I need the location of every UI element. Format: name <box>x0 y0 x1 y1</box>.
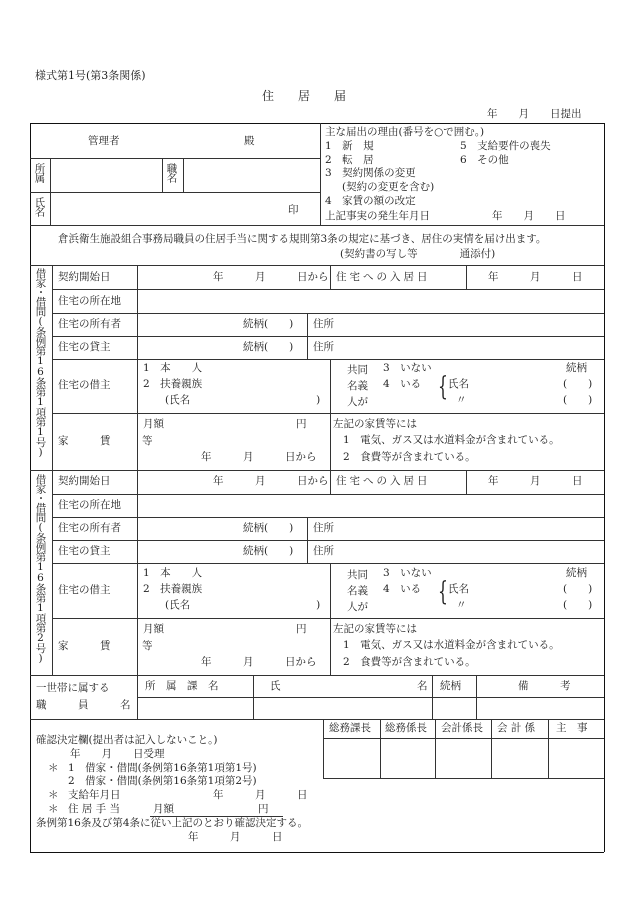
decision-text: 条例第16条及び第4条に従い上記のとおり確認決定する。 <box>36 817 309 829</box>
occurrence-label: 上記事実の発生年月日 <box>325 210 430 222</box>
item1-mark: ＊ <box>48 762 59 774</box>
yen-label-1: 円 <box>296 418 307 430</box>
rule <box>30 123 604 124</box>
statement: 倉浜衛生施設組合事務局職員の住居手当に関する規則第3条の規定に基づき、居住の実情を届け出ます。 <box>58 233 547 245</box>
tenant-opt2-1: 2 扶養親族 <box>143 378 203 390</box>
lender-address-2: 住所 <box>313 545 334 557</box>
contract-start-value-1: 年 月 日から <box>213 271 329 283</box>
lender-label-2: 住宅の貸主 <box>58 545 111 557</box>
brace-mark: { <box>438 372 448 402</box>
rent-from-2: 年 月 日から <box>201 656 317 668</box>
form-number: 様式第1号(第3条関係) <box>35 69 146 82</box>
item3-mark: ＊ <box>48 789 59 801</box>
occurrence-date: 年 月 日 <box>492 210 566 222</box>
joint-label-a-1: 共同 <box>347 364 368 376</box>
confirm-item1: 1 借家・借間(条例第16条第1項第1号) <box>68 762 257 774</box>
joint-yes-2: 4 いる <box>383 583 422 595</box>
contract-start-value-2: 年 月 日から <box>213 475 329 487</box>
joint-ditto-1: 〃 <box>456 394 467 406</box>
joint-ditto-2: 〃 <box>456 599 467 611</box>
stamp-kaikei-kakaricho: 会計係長 <box>441 722 483 734</box>
rent-label-2: 家 賃 等 <box>58 640 153 652</box>
col-affiliation: 所 属 課 名 <box>145 680 219 692</box>
reason-6: 6 その他 <box>460 154 509 166</box>
rent-from-1: 年 月 日から <box>201 451 317 463</box>
housing-allowance-amount: 月額 円 <box>153 803 269 815</box>
reasons-heading: 主な届出の理由(番号を○で囲む。) <box>325 126 485 138</box>
stamp-shuji: 主 事 <box>556 722 588 734</box>
owner-relation-2: 続柄( ) <box>243 522 294 534</box>
tenant-label-2: 住宅の借主 <box>58 584 111 596</box>
yen-label-2: 円 <box>296 623 307 635</box>
lender-address-1: 住所 <box>313 341 334 353</box>
housing-allowance-label: 住 居 手 当 <box>68 803 121 815</box>
owner-label-2: 住宅の所有者 <box>58 522 121 534</box>
section1-label: 借家・借間(条例第16条第1項第1号) <box>34 268 47 458</box>
location-label-1: 住宅の所在地 <box>58 295 121 307</box>
rent-note2-2: 2 食費等が含まれている。 <box>343 656 476 668</box>
decision-date: 年 月 日 <box>188 831 283 843</box>
joint-paren-a-2: ( ) <box>563 583 593 595</box>
rent-label-1: 家 賃 等 <box>58 435 153 447</box>
rent-note-1: 左記の家賃等には <box>333 418 417 430</box>
section2-label: 借家・借間(条例第16条第1項第2号) <box>34 474 47 664</box>
rule <box>30 123 31 852</box>
joint-relation-1: 続柄 <box>566 362 587 374</box>
joint-label-b-2: 名義 <box>347 585 368 597</box>
joint-paren-a-1: ( ) <box>563 378 593 390</box>
attachment-note: (契約書の写し等 通添付) <box>340 248 496 260</box>
manager-label: 管理者 <box>88 135 120 147</box>
reason-3: 3 契約関係の変更 <box>325 167 416 179</box>
tenant-name-1: (氏名 ) <box>165 394 321 406</box>
post-label: 職名 <box>165 163 178 182</box>
owner-label-1: 住宅の所有者 <box>58 318 121 330</box>
confirm-heading: 確認決定欄(提出者は記入しないこと。) <box>36 734 218 746</box>
reason-5: 5 支給要件の喪失 <box>460 140 551 152</box>
reason-3-note: (契約の変更を含む) <box>342 181 435 193</box>
move-in-value-1: 年 月 日 <box>488 271 583 283</box>
joint-none-2: 3 いない <box>383 567 432 579</box>
joint-none-1: 3 いない <box>383 362 432 374</box>
move-in-value-2: 年 月 日 <box>488 475 583 487</box>
rent-note2-1: 2 食費等が含まれている。 <box>343 451 476 463</box>
tenant-opt1-1: 1 本 人 <box>143 362 203 374</box>
household-label-2: 職 員 名 <box>36 699 131 711</box>
reason-4: 4 家賃の額の改定 <box>325 195 416 207</box>
tenant-opt2-2: 2 扶養親族 <box>143 583 203 595</box>
joint-label-c-2: 人が <box>347 601 368 613</box>
monthly-label-2: 月額 <box>143 623 164 635</box>
joint-name-1: 氏名 <box>448 378 469 390</box>
joint-relation-2: 続柄 <box>566 567 587 579</box>
tenant-name-2: (氏名 ) <box>165 599 321 611</box>
dono-label: 殿 <box>244 135 255 147</box>
joint-name-2: 氏名 <box>448 583 469 595</box>
move-in-label-1: 住宅への入居日 <box>336 271 431 283</box>
lender-label-1: 住宅の貸主 <box>58 341 111 353</box>
lender-relation-1: 続柄( ) <box>243 341 294 353</box>
joint-paren-b-2: ( ) <box>563 599 593 611</box>
move-in-label-2: 住宅への入居日 <box>336 475 431 487</box>
owner-address-1: 住所 <box>313 318 334 330</box>
rule <box>604 123 605 852</box>
col-note: 備 考 <box>518 680 571 692</box>
payment-date-value: 年 月 日 <box>213 789 308 801</box>
col-name: 氏 名 <box>270 680 428 692</box>
rule <box>30 852 604 853</box>
rent-note1-1: 1 電気、ガス又は水道料金が含まれている。 <box>343 434 560 446</box>
name-label: 氏名 <box>33 197 46 216</box>
reason-2: 2 転 居 <box>325 154 374 166</box>
brace-mark: { <box>438 577 448 607</box>
joint-yes-1: 4 いる <box>383 378 422 390</box>
owner-address-2: 住所 <box>313 522 334 534</box>
owner-relation-1: 続柄( ) <box>243 318 294 330</box>
lender-relation-2: 続柄( ) <box>243 545 294 557</box>
stamp-soumu-kacho: 総務課長 <box>329 722 371 734</box>
reason-1: 1 新 規 <box>325 140 374 152</box>
item4-mark: ＊ <box>48 803 59 815</box>
stamp-soumu-kakaricho: 総務係長 <box>385 722 427 734</box>
stamp-kaikei-kakari: 会 計 係 <box>497 722 536 734</box>
contract-start-label-2: 契約開始日 <box>58 475 111 487</box>
rent-note-2: 左記の家賃等には <box>333 623 417 635</box>
joint-label-a-2: 共同 <box>347 569 368 581</box>
affiliation-label: 所属 <box>33 163 46 182</box>
payment-date-label: 支給年月日 <box>68 789 121 801</box>
col-relation: 続柄 <box>440 680 461 692</box>
joint-label-c-1: 人が <box>347 396 368 408</box>
received-date: 年 月 日受理 <box>70 748 165 760</box>
submission-date: 年 月 日提出 <box>487 108 582 120</box>
contract-start-label-1: 契約開始日 <box>58 271 111 283</box>
tenant-opt1-2: 1 本 人 <box>143 567 203 579</box>
joint-paren-b-1: ( ) <box>563 394 593 406</box>
seal-mark: 印 <box>288 204 299 216</box>
page-title: 住 居 届 <box>262 89 347 103</box>
location-label-2: 住宅の所在地 <box>58 499 121 511</box>
confirm-item2: 2 借家・借間(条例第16条第1項第2号) <box>68 775 257 787</box>
joint-label-b-1: 名義 <box>347 380 368 392</box>
tenant-label-1: 住宅の借主 <box>58 379 111 391</box>
rent-note1-2: 1 電気、ガス又は水道料金が含まれている。 <box>343 639 560 651</box>
household-label-1: 一世帯に属する <box>36 682 110 694</box>
monthly-label-1: 月額 <box>143 418 164 430</box>
